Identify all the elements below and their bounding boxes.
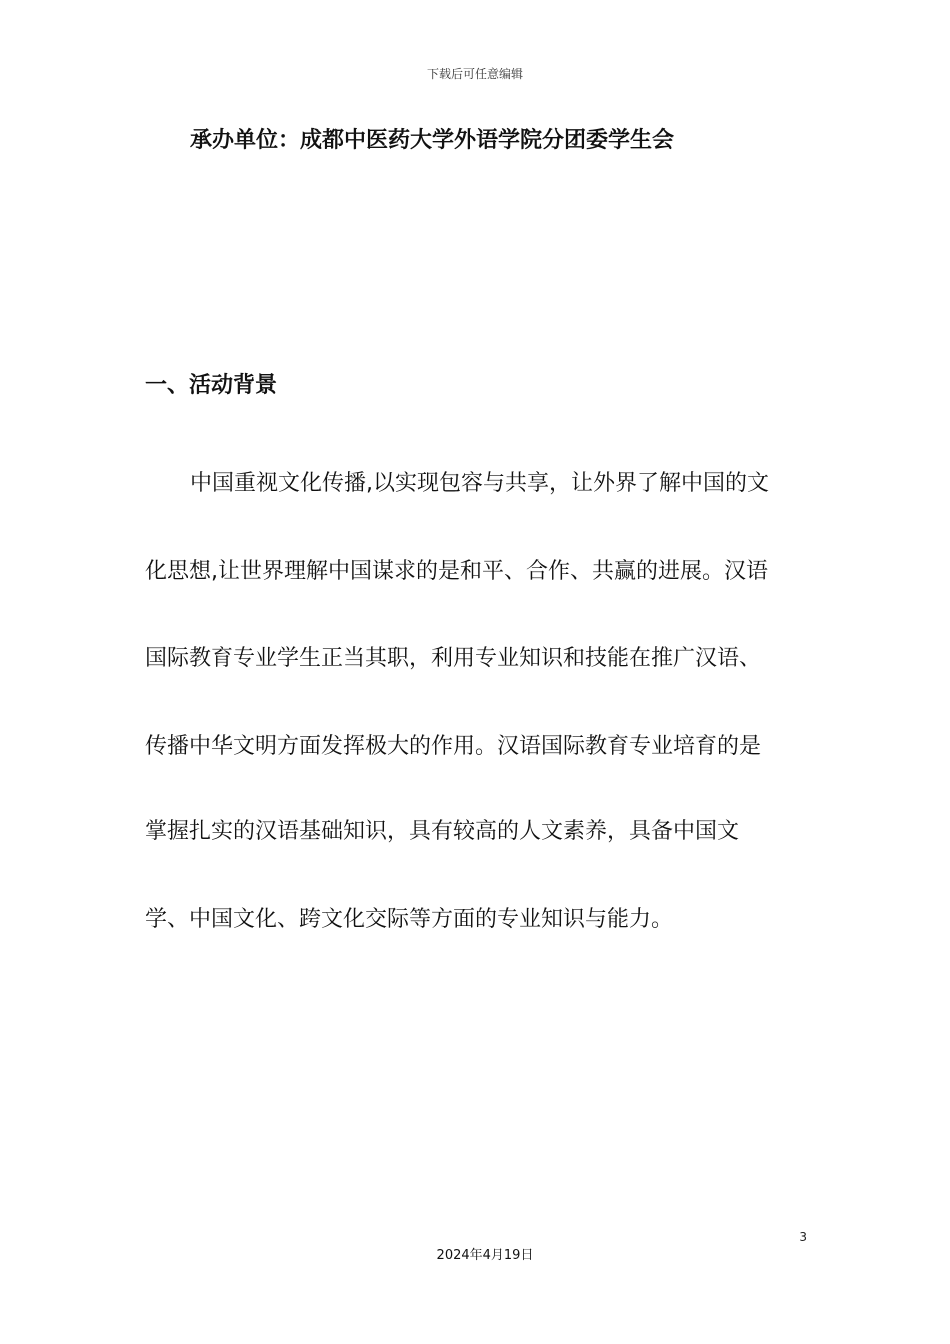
paragraph-line: 中国重视文化传播,以实现包容与共享，让外界了解中国的文 xyxy=(190,471,769,496)
section-heading: 一、活动背景 xyxy=(145,373,278,398)
paragraph-line: 化思想,让世界理解中国谋求的是和平、合作、共赢的进展。汉语 xyxy=(145,559,768,584)
paragraph-line: 传播中华文明方面发挥极大的作用。汉语国际教育专业培育的是 xyxy=(145,734,762,759)
paragraph-line: 学、中国文化、跨文化交际等方面的专业知识与能力。 xyxy=(145,907,674,932)
header-note: 下载后可任意编辑 xyxy=(426,67,523,81)
paragraph-line: 国际教育专业学生正当其职，利用专业知识和技能在推广汉语、 xyxy=(145,646,762,671)
organizer-line: 承办单位：成都中医药大学外语学院分团委学生会 xyxy=(190,128,675,153)
paragraph-line: 掌握扎实的汉语基础知识，具有较高的人文素养，具备中国文 xyxy=(145,819,740,844)
page-number: 3 xyxy=(799,1230,807,1244)
footer-date: 2024年4月19日 xyxy=(436,1248,534,1263)
